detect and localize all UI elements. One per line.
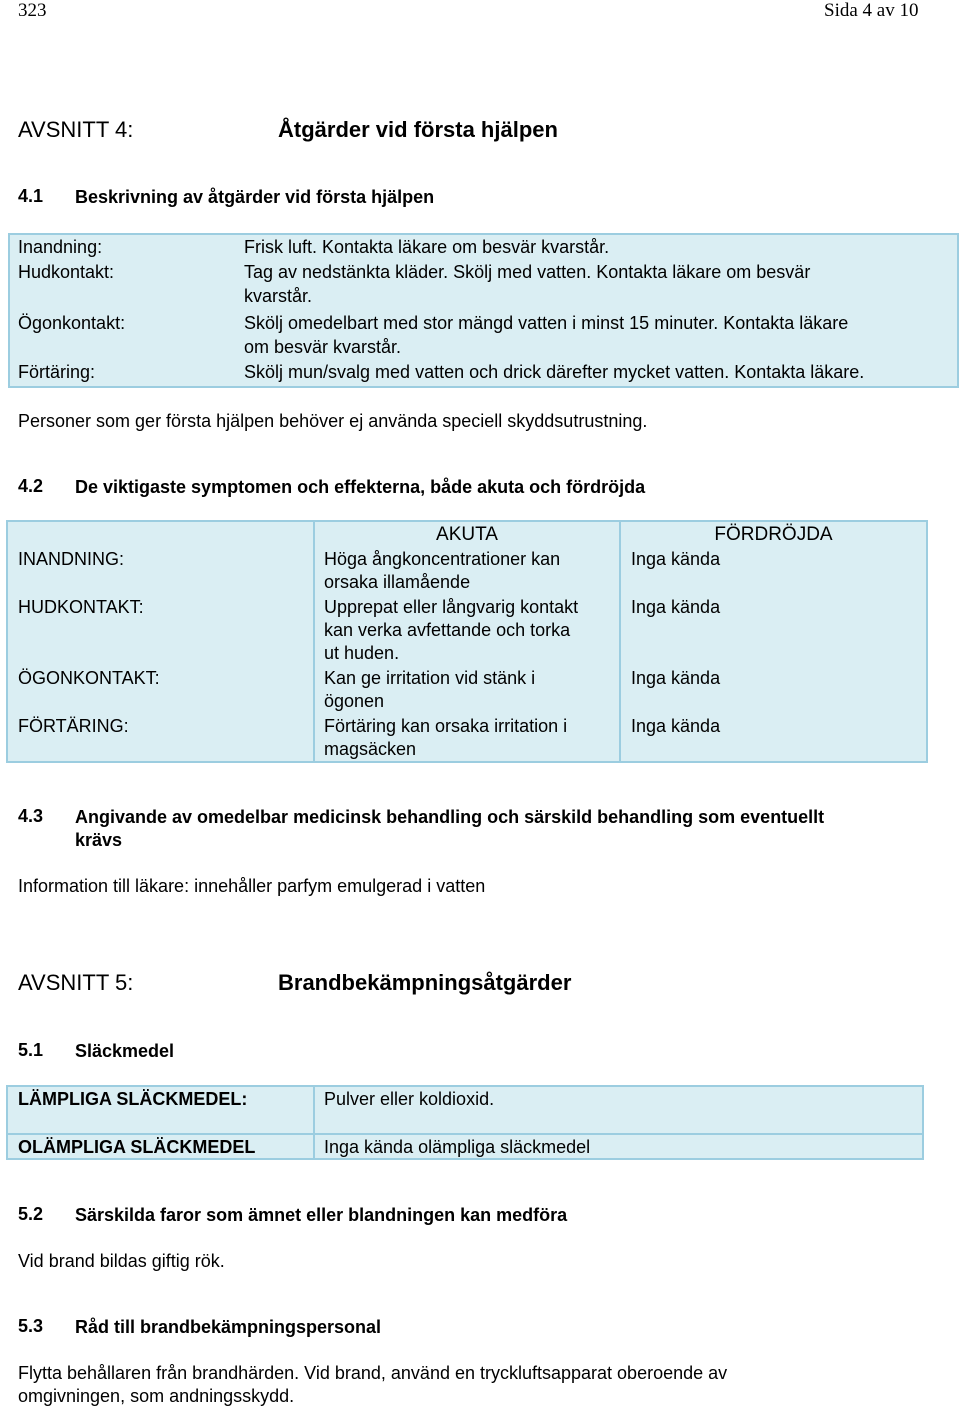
subsection-4-1-number: 4.1 <box>18 186 44 206</box>
symptom-row-label-eye: ÖGONKONTAKT: <box>18 668 160 688</box>
symptom-acute-inhalation-line-2: orsaka illamående <box>324 572 471 592</box>
symptom-delayed-ingestion: Inga kända <box>631 716 721 736</box>
first-aid-text-eye-line-1: Skölj omedelbart med stor mängd vatten i minst 15 minuter. Kontakta läkare <box>244 313 849 333</box>
suitable-media-label: LÄMPLIGA SLÄCKMEDEL: <box>18 1089 248 1109</box>
subsection-4-3-number: 4.3 <box>18 806 44 826</box>
first-aid-text-skin-line-2: kvarstår. <box>244 286 313 306</box>
symptom-acute-skin-line-3: ut huden. <box>324 643 400 663</box>
firefighter-advice-line-1: Flytta behållaren från brandhärden. Vid brand, använd en tryckluftsapparat oberoende av <box>18 1363 728 1383</box>
section-5-title: Brandbekämpningsåtgärder <box>278 970 572 995</box>
subsection-5-2-number: 5.2 <box>18 1204 44 1224</box>
protective-equipment-note: Personer som ger första hjälpen behöver ej använda speciell skyddsutrustning. <box>18 411 648 431</box>
subsection-4-2-title: De viktigaste symptomen och effekterna, både akuta och fördröjda <box>75 477 646 497</box>
first-aid-text-inhalation: Frisk luft. Kontakta läkare om besvär kvarstår. <box>244 237 610 257</box>
symptom-delayed-skin: Inga kända <box>631 597 721 617</box>
symptom-row-label-ingestion: FÖRTÄRING: <box>18 716 129 736</box>
subsection-4-3-title-line-2: krävs <box>75 830 123 850</box>
symptom-acute-skin-line-2: kan verka avfettande och torka <box>324 620 571 640</box>
symptom-acute-skin-line-1: Upprepat eller långvarig kontakt <box>324 597 579 617</box>
first-aid-label-inhalation: Inandning: <box>18 237 103 257</box>
firefighter-advice-line-2: omgivningen, som andningsskydd. <box>18 1386 295 1406</box>
symptom-delayed-eye: Inga kända <box>631 668 721 688</box>
subsection-4-1-title: Beskrivning av åtgärder vid första hjälpen <box>75 187 435 207</box>
symptom-acute-inhalation-line-1: Höga ångkoncentrationer kan <box>324 549 561 569</box>
extinguishing-table-divider <box>313 1085 315 1160</box>
symptom-row-label-skin: HUDKONTAKT: <box>18 597 144 617</box>
first-aid-label-ingestion: Förtäring: <box>18 362 96 382</box>
page-indicator-text: Sida 4 av 10 <box>824 0 919 21</box>
column-header-delayed: FÖRDRÖJDA <box>714 524 833 545</box>
subsection-5-1-title: Släckmedel <box>75 1041 175 1061</box>
symptoms-table-divider-1 <box>313 520 315 763</box>
symptom-row-label-inhalation: INANDNING: <box>18 549 125 569</box>
first-aid-label-eye: Ögonkontakt: <box>18 313 126 333</box>
first-aid-label-skin: Hudkontakt: <box>18 262 115 282</box>
unsuitable-media-value: Inga kända olämpliga släckmedel <box>324 1137 591 1157</box>
column-header-acute: AKUTA <box>436 524 498 545</box>
section-4-title: Åtgärder vid första hjälpen <box>278 117 558 142</box>
extinguishing-table-row-divider <box>6 1133 924 1135</box>
symptom-acute-eye-line-2: ögonen <box>324 691 385 711</box>
symptoms-table-divider-2 <box>619 520 621 763</box>
symptom-delayed-inhalation: Inga kända <box>631 549 721 569</box>
symptom-acute-ingestion-line-2: magsäcken <box>324 739 417 759</box>
symptom-acute-ingestion-line-1: Förtäring kan orsaka irritation i <box>324 716 568 736</box>
section-5-label: AVSNITT 5: <box>18 970 134 995</box>
first-aid-text-skin-line-1: Tag av nedstänkta kläder. Skölj med vatten. Kontakta läkare om besvär <box>244 262 811 282</box>
subsection-4-3-title-line-1: Angivande av omedelbar medicinsk behandling och särskild behandling som eventuellt <box>75 807 825 827</box>
unsuitable-media-label: OLÄMPLIGA SLÄCKMEDEL <box>18 1137 256 1157</box>
page-indicator <box>824 0 918 22</box>
physician-information: Information till läkare: innehåller parfym emulgerad i vatten <box>18 876 486 896</box>
subsection-5-1-number: 5.1 <box>18 1040 44 1060</box>
document-number: 323 <box>18 0 47 21</box>
special-hazards-text: Vid brand bildas giftig rök. <box>18 1251 225 1271</box>
subsection-5-2-title: Särskilda faror som ämnet eller blandningen kan medföra <box>75 1205 568 1225</box>
subsection-4-2-number: 4.2 <box>18 476 44 496</box>
section-4-label: AVSNITT 4: <box>18 117 134 142</box>
first-aid-text-ingestion: Skölj mun/svalg med vatten och drick därefter mycket vatten. Kontakta läkare. <box>244 362 865 382</box>
first-aid-text-eye-line-2: om besvär kvarstår. <box>244 337 402 357</box>
symptom-acute-eye-line-1: Kan ge irritation vid stänk i <box>324 668 536 688</box>
subsection-5-3-title: Råd till brandbekämpningspersonal <box>75 1317 382 1337</box>
subsection-5-3-number: 5.3 <box>18 1316 44 1336</box>
suitable-media-value: Pulver eller koldioxid. <box>324 1089 495 1109</box>
